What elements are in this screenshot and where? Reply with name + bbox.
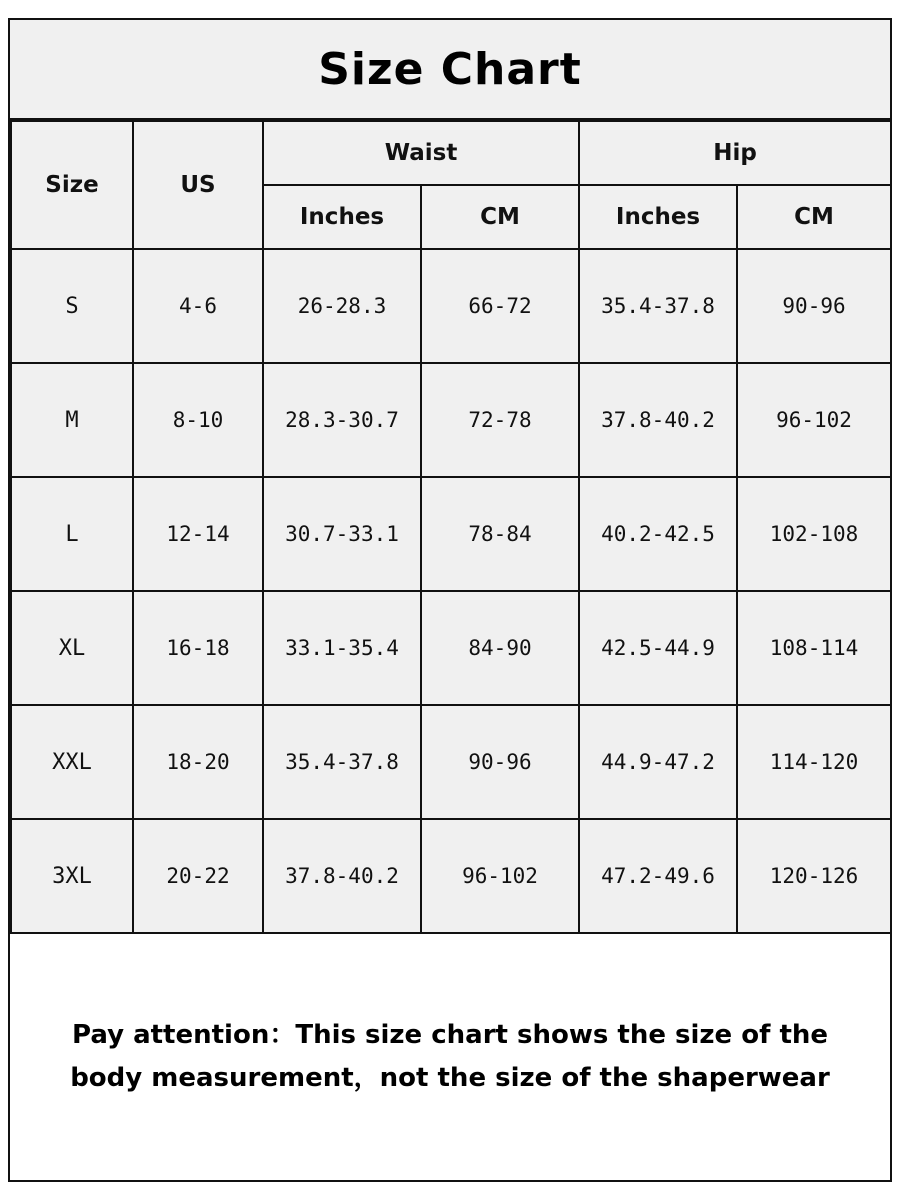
table-row: [11, 249, 891, 363]
cell-waist-cm: 96-102: [421, 819, 579, 933]
cell-waist-cm: 78-84: [421, 477, 579, 591]
table-row: [11, 591, 891, 705]
table-row: [11, 363, 891, 477]
table-head: [11, 121, 891, 249]
size-chart-frame: [8, 18, 892, 1182]
cell-hip-cm: 114-120: [737, 705, 891, 819]
table-body: [11, 249, 891, 933]
cell-us: 20-22: [133, 819, 263, 933]
cell-waist-inches: 35.4-37.8: [263, 705, 421, 819]
table-row: [11, 477, 891, 591]
cell-hip-inches: 47.2-49.6: [579, 819, 737, 933]
cell-hip-cm: 90-96: [737, 249, 891, 363]
cell-size: 3XL: [11, 819, 133, 933]
header-size: Size: [11, 121, 133, 249]
attention-note-line-2: body measurement，not the size of the shaperwear: [70, 1063, 830, 1093]
cell-size: M: [11, 363, 133, 477]
cell-waist-inches: 26-28.3: [263, 249, 421, 363]
cell-hip-cm: 108-114: [737, 591, 891, 705]
cell-waist-cm: 66-72: [421, 249, 579, 363]
cell-hip-inches: 37.8-40.2: [579, 363, 737, 477]
cell-size: S: [11, 249, 133, 363]
header-waist: Waist: [263, 121, 579, 185]
cell-size: L: [11, 477, 133, 591]
cell-waist-cm: 90-96: [421, 705, 579, 819]
table-row: [11, 705, 891, 819]
header-hip-inches: Inches: [579, 185, 737, 249]
header-row-groups: [11, 121, 891, 185]
title-bar: [10, 20, 890, 120]
cell-us: 12-14: [133, 477, 263, 591]
header-waist-cm: CM: [421, 185, 579, 249]
cell-us: 18-20: [133, 705, 263, 819]
cell-hip-inches: 40.2-42.5: [579, 477, 737, 591]
cell-waist-inches: 37.8-40.2: [263, 819, 421, 933]
cell-size: XXL: [11, 705, 133, 819]
cell-us: 16-18: [133, 591, 263, 705]
cell-us: 4-6: [133, 249, 263, 363]
header-us: US: [133, 121, 263, 249]
attention-note: [10, 934, 890, 1180]
cell-waist-inches: 33.1-35.4: [263, 591, 421, 705]
header-hip: Hip: [579, 121, 891, 185]
cell-hip-inches: 44.9-47.2: [579, 705, 737, 819]
cell-size: XL: [11, 591, 133, 705]
cell-waist-inches: 28.3-30.7: [263, 363, 421, 477]
cell-hip-inches: 35.4-37.8: [579, 249, 737, 363]
cell-waist-inches: 30.7-33.1: [263, 477, 421, 591]
cell-waist-cm: 72-78: [421, 363, 579, 477]
header-waist-inches: Inches: [263, 185, 421, 249]
cell-us: 8-10: [133, 363, 263, 477]
cell-hip-cm: 96-102: [737, 363, 891, 477]
page-title: Size Chart: [318, 43, 582, 95]
cell-hip-cm: 120-126: [737, 819, 891, 933]
cell-waist-cm: 84-90: [421, 591, 579, 705]
cell-hip-inches: 42.5-44.9: [579, 591, 737, 705]
attention-note-line-1: Pay attention：This size chart shows the size of the: [71, 1020, 829, 1051]
table-row: [11, 819, 891, 933]
header-hip-cm: CM: [737, 185, 891, 249]
cell-hip-cm: 102-108: [737, 477, 891, 591]
size-table: [10, 120, 892, 934]
